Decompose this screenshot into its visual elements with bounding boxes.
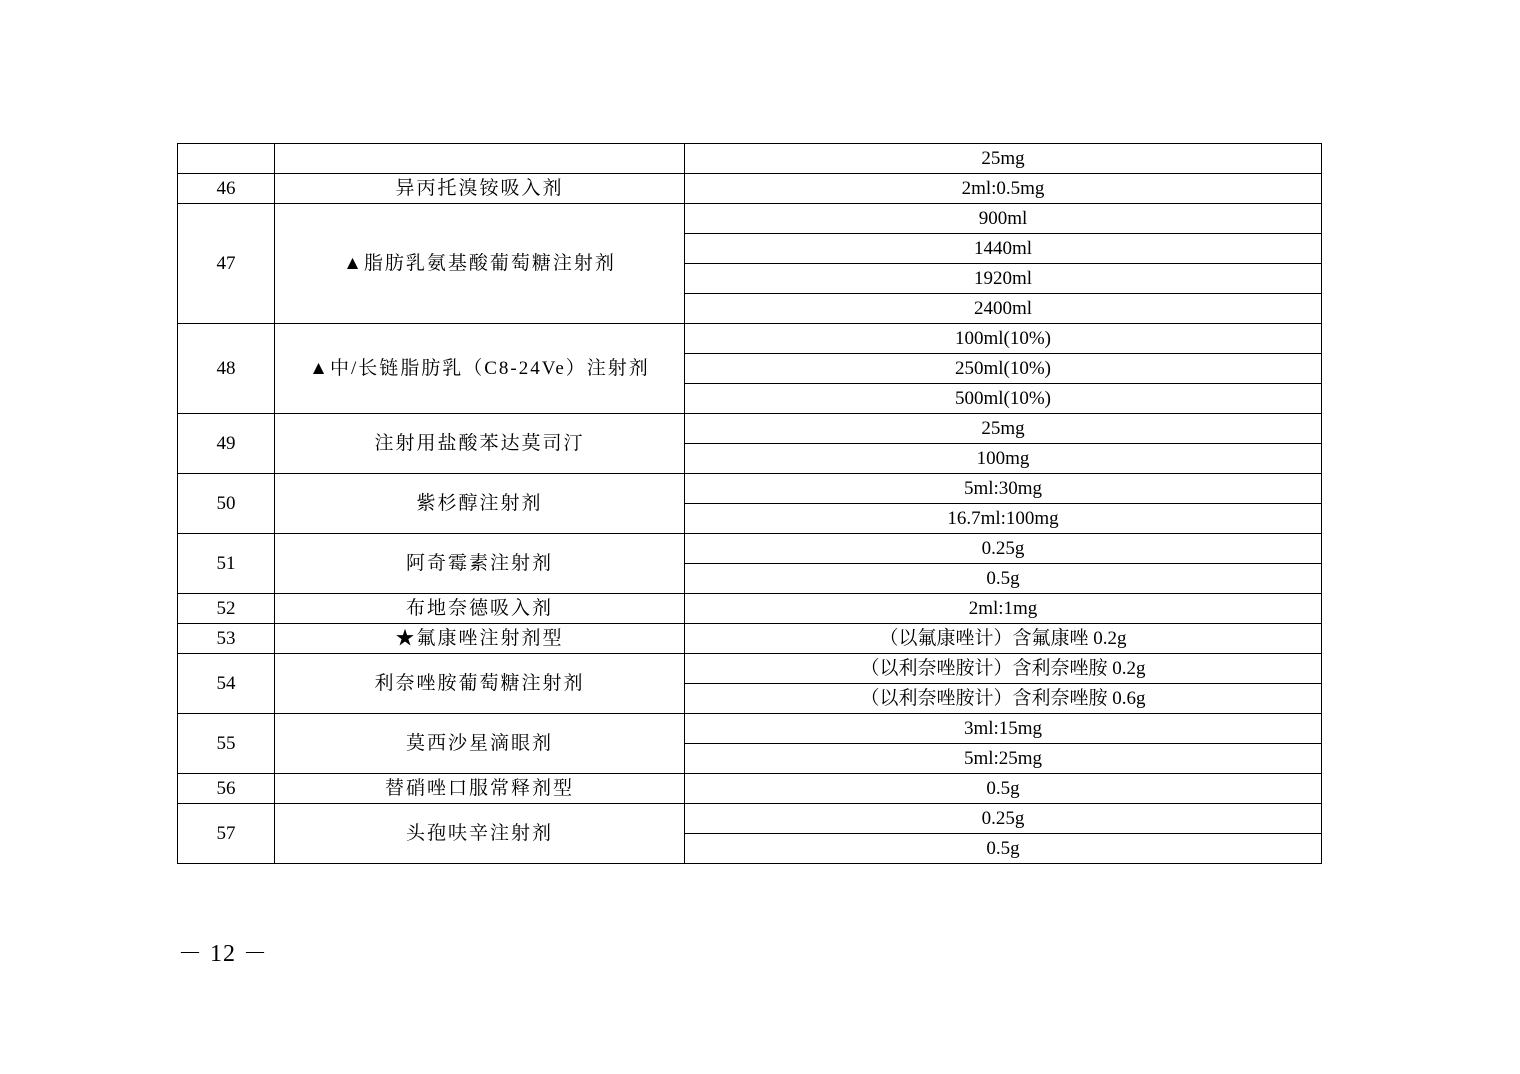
spec-cell: 5ml:25mg	[685, 744, 1322, 774]
spec-cell: 0.5g	[685, 834, 1322, 864]
table-row	[178, 144, 1322, 174]
spec-cell: 500ml(10%)	[685, 384, 1322, 414]
drug-spec-table	[177, 143, 1322, 864]
table-row	[178, 474, 1322, 504]
spec-cell: 2ml:0.5mg	[685, 174, 1322, 204]
spec-cell: （以氟康唑计）含氟康唑 0.2g	[685, 624, 1322, 654]
row-number-cell: 54	[178, 654, 275, 714]
row-number-cell: 52	[178, 594, 275, 624]
spec-cell: 0.5g	[685, 774, 1322, 804]
table-row	[178, 774, 1322, 804]
spec-cell: 1920ml	[685, 264, 1322, 294]
spec-cell: 0.25g	[685, 534, 1322, 564]
drug-name-cell: 异丙托溴铵吸入剂	[275, 174, 685, 204]
row-number-cell: 49	[178, 414, 275, 474]
row-number-cell: 46	[178, 174, 275, 204]
spec-cell: 25mg	[685, 144, 1322, 174]
spec-cell: 3ml:15mg	[685, 714, 1322, 744]
drug-name-cell: 莫西沙星滴眼剂	[275, 714, 685, 774]
spec-cell: 0.25g	[685, 804, 1322, 834]
table-row	[178, 174, 1322, 204]
drug-name-cell: ★氟康唑注射剂型	[275, 624, 685, 654]
page-number: － 12 －	[178, 941, 268, 967]
table-row	[178, 324, 1322, 354]
table-row	[178, 204, 1322, 234]
row-number-cell: 56	[178, 774, 275, 804]
spec-cell: 2ml:1mg	[685, 594, 1322, 624]
drug-name-cell: 头孢呋辛注射剂	[275, 804, 685, 864]
drug-name-cell: 阿奇霉素注射剂	[275, 534, 685, 594]
spec-cell: 2400ml	[685, 294, 1322, 324]
drug-name-cell: 紫杉醇注射剂	[275, 474, 685, 534]
row-number-cell: 57	[178, 804, 275, 864]
row-number-cell: 47	[178, 204, 275, 324]
table-row	[178, 714, 1322, 744]
spec-cell: 5ml:30mg	[685, 474, 1322, 504]
drug-name-cell: 利奈唑胺葡萄糖注射剂	[275, 654, 685, 714]
table-row	[178, 624, 1322, 654]
spec-cell: 250ml(10%)	[685, 354, 1322, 384]
spec-cell: 1440ml	[685, 234, 1322, 264]
row-number-cell: 51	[178, 534, 275, 594]
spec-cell: 100ml(10%)	[685, 324, 1322, 354]
table-row	[178, 594, 1322, 624]
table-row	[178, 534, 1322, 564]
drug-name-cell: 注射用盐酸苯达莫司汀	[275, 414, 685, 474]
row-number-cell: 53	[178, 624, 275, 654]
spec-cell: 100mg	[685, 444, 1322, 474]
drug-name-cell: 替硝唑口服常释剂型	[275, 774, 685, 804]
table-row	[178, 654, 1322, 684]
spec-cell: 0.5g	[685, 564, 1322, 594]
drug-name-cell	[275, 144, 685, 174]
row-number-cell: 48	[178, 324, 275, 414]
table-body	[178, 144, 1322, 864]
table-row	[178, 804, 1322, 834]
drug-name-cell: ▲脂肪乳氨基酸葡萄糖注射剂	[275, 204, 685, 324]
spec-cell: （以利奈唑胺计）含利奈唑胺 0.6g	[685, 684, 1322, 714]
row-number-cell	[178, 144, 275, 174]
row-number-cell: 55	[178, 714, 275, 774]
spec-cell: 16.7ml:100mg	[685, 504, 1322, 534]
spec-cell: （以利奈唑胺计）含利奈唑胺 0.2g	[685, 654, 1322, 684]
row-number-cell: 50	[178, 474, 275, 534]
spec-cell: 25mg	[685, 414, 1322, 444]
table-row	[178, 414, 1322, 444]
drug-name-cell: 布地奈德吸入剂	[275, 594, 685, 624]
drug-name-cell: ▲中/长链脂肪乳（C8-24Ve）注射剂	[275, 324, 685, 414]
spec-cell: 900ml	[685, 204, 1322, 234]
